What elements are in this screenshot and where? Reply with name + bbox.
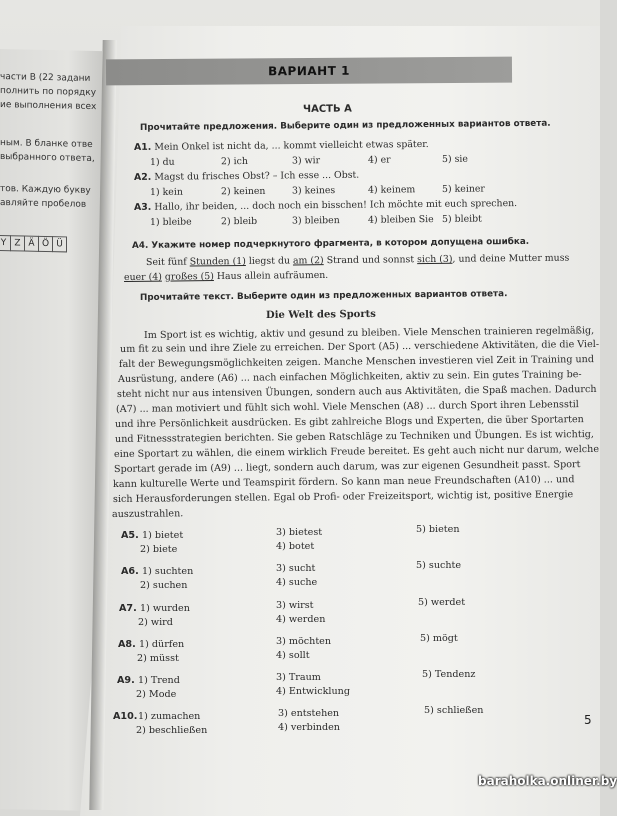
option: 4) sollt <box>276 650 310 661</box>
a4-text: , und deine Mutter muss <box>452 252 570 265</box>
option: 3) keines <box>291 185 336 197</box>
option: 3) entstehen <box>278 708 340 719</box>
text-line: um fit zu sein und ihre Ziele zu erreichen. Der Sport (A5) ... verschiedene Aktivitäten, die die Viel- <box>119 338 600 355</box>
option: 2) bleib <box>220 215 258 228</box>
watermark: baraholka.onliner.by <box>478 774 617 788</box>
text-line: falt der Bewegungsmöglichkeiten zeigen. Manche Menschen investieren viel Zeit in Training und <box>118 354 595 370</box>
instruction-sentences: Прочитайте предложения. Выберите один из предложенных вариантов ответа. <box>139 118 551 133</box>
a4-text: Seit fünf <box>145 256 190 268</box>
a4-fragment: großes (5) <box>164 271 214 283</box>
left-page-line: ие выполнения всех <box>0 100 97 113</box>
text-line: auszustrahlen. <box>111 508 184 520</box>
text-line: steht nicht nur aus intensiven Übungen, sondern auch aus Aktivitäten, die Spaß machen. Dadurch <box>116 383 597 400</box>
question-text: Magst du frisches Obst? – Ich esse ... Obst. <box>154 169 360 183</box>
text-title: Die Welt des Sports <box>265 308 376 321</box>
part-title: ЧАСТЬ А <box>302 103 352 115</box>
text-line: und ihre Persönlichkeit ausdrücken. Es gibt zahlreiche Blogs und Experten, die über Sportarten <box>114 414 584 430</box>
letter-cell: Y <box>0 235 11 251</box>
option: 1) suchten <box>142 566 194 577</box>
letter-cell: Ü <box>52 236 67 252</box>
option: 3) sucht <box>276 563 316 574</box>
option: 3) wirst <box>276 600 314 611</box>
letter-cell: Ä <box>24 236 39 252</box>
letter-grid <box>0 235 66 252</box>
letter-cell: Ö <box>38 236 53 252</box>
instruction-a4: А4. Укажите номер подчеркнутого фрагмента, в котором допущена ошибка. <box>131 236 530 251</box>
option: 1) Trend <box>138 675 180 686</box>
option: 4) bleiben Sie <box>367 214 434 226</box>
option: 4) keinem <box>367 184 416 196</box>
option: 3) wir <box>291 155 321 167</box>
left-page-line: тов. Каждую букву <box>0 184 91 196</box>
option: 4) botet <box>276 541 315 552</box>
a4-fragment: sich (3) <box>417 253 453 266</box>
left-page-line: ным. В бланке отве <box>0 138 93 150</box>
option: 2) suchen <box>140 580 188 591</box>
option: 2) keinen <box>220 185 266 198</box>
option: 2) biete <box>140 544 178 555</box>
answer-label: A7. <box>119 603 137 614</box>
left-page-line: полнить по порядку <box>0 86 97 99</box>
question-a2 <box>134 170 359 184</box>
a4-text: Haus allein aufräumen. <box>213 269 329 283</box>
option: 4) suche <box>276 577 318 588</box>
a4-text: Strand und sonnst <box>323 254 418 267</box>
text-line: eine Sportart zu wählen, die einem wirklich Freude bereitet. Es geht auch nicht nur darum, welche <box>113 443 600 460</box>
option: 1) zumachen <box>138 711 201 722</box>
option: 1) bleibe <box>149 216 192 228</box>
option: 5) bleibt <box>441 213 482 225</box>
option: 1) dürfen <box>139 639 185 650</box>
a4-text: liegst du <box>245 255 293 267</box>
option: 4) Entwicklung <box>276 686 350 697</box>
option: 5) Tendenz <box>422 669 476 680</box>
option: 5) suchte <box>416 560 462 571</box>
answer-label: A5. <box>121 530 139 541</box>
option: 4) verbinden <box>278 722 340 733</box>
question-label: А3. <box>133 201 152 213</box>
option: 5) schließen <box>424 705 484 716</box>
a4-sentence-line2 <box>124 270 328 284</box>
text-line: Ausrüstung, andere (A6) ... nach einfachen Möglichkeiten, aktiv zu sein. Ein gutes Training be- <box>117 369 582 385</box>
answer-label: A10. <box>113 711 138 722</box>
text-line: und Fitnessstrategien berichten. Sie geben Ratschläge zu Techniken und Übungen. Es ist wichtig, <box>114 428 594 445</box>
text-line: Im Sport ist es wichtig, aktiv und gesund zu bleiben. Viele Menschen trainieren regelmäßig, <box>143 325 595 341</box>
letter-cell: Z <box>10 235 25 251</box>
a4-fragment: Stunden (1) <box>189 255 246 268</box>
left-page-line: авляйте пробелов <box>0 198 87 210</box>
page-number: 5 <box>584 713 592 727</box>
text-line: sich Herausforderungen stellen. Egal ob Profi- oder Freizeitsport, wichtig ist, positive Energie <box>112 489 574 505</box>
option: 4) er <box>367 154 391 166</box>
left-book-page <box>0 49 102 811</box>
option: 5) sie <box>441 153 469 165</box>
option: 5) bieten <box>416 524 460 535</box>
text-line: (A7) ... man motiviert und fühlt sich wohl. Viele Menschen (A8) ... durch Sport ihren Lebensstil <box>115 399 579 415</box>
option: 3) Traum <box>276 672 321 683</box>
variant-title: ВАРИАНТ 1 <box>268 63 350 79</box>
variant-banner <box>106 57 512 86</box>
question-text: Hallo, ihr beiden, ... doch noch ein bisschen! Ich möchte mit euch sprechen. <box>154 197 518 213</box>
option: 3) möchten <box>276 636 332 647</box>
text-line: Sportart gerade im (A9) ... liegt, sondern auch darum, was zur eigenen Gesundheit passt. Sport <box>113 459 581 475</box>
left-page-line: части В (22 задани <box>0 72 91 84</box>
option: 2) Mode <box>136 689 177 700</box>
option: 5) werdet <box>418 597 466 608</box>
text-line: kann kulturelle Werte und Teamspirit fördern. So kann man neue Freundschaften (A10) ... und <box>112 474 575 490</box>
option: 4) werden <box>276 614 326 625</box>
option: 2) beschließen <box>136 725 208 736</box>
option: 1) wurden <box>140 603 190 614</box>
left-page-line: выбранного ответа, <box>0 152 95 165</box>
answer-label: A9. <box>117 675 135 686</box>
a4-fragment: am (2) <box>292 255 324 267</box>
answer-label: A8. <box>118 639 136 650</box>
option: 3) bleiben <box>291 215 340 227</box>
option: 1) bietet <box>142 530 184 541</box>
option: 3) bietest <box>276 527 323 538</box>
option: 2) wird <box>138 617 173 628</box>
instruction-text: Прочитайте текст. Выберите один из предложенных вариантов ответа. <box>139 289 508 303</box>
answer-label: A6. <box>121 566 139 577</box>
option: 2) ich <box>220 155 248 168</box>
question-label: А2. <box>133 171 152 183</box>
question-text: Mein Onkel ist nicht da, ... kommt vielleicht etwas später. <box>154 138 429 153</box>
option: 5) keiner <box>441 183 485 195</box>
option: 1) du <box>149 156 175 168</box>
a4-fragment: euer (4) <box>123 271 162 283</box>
option: 1) kein <box>149 186 183 198</box>
option: 5) mögt <box>420 633 458 644</box>
question-label: А1. <box>133 141 152 153</box>
option: 2) müsst <box>137 653 179 664</box>
